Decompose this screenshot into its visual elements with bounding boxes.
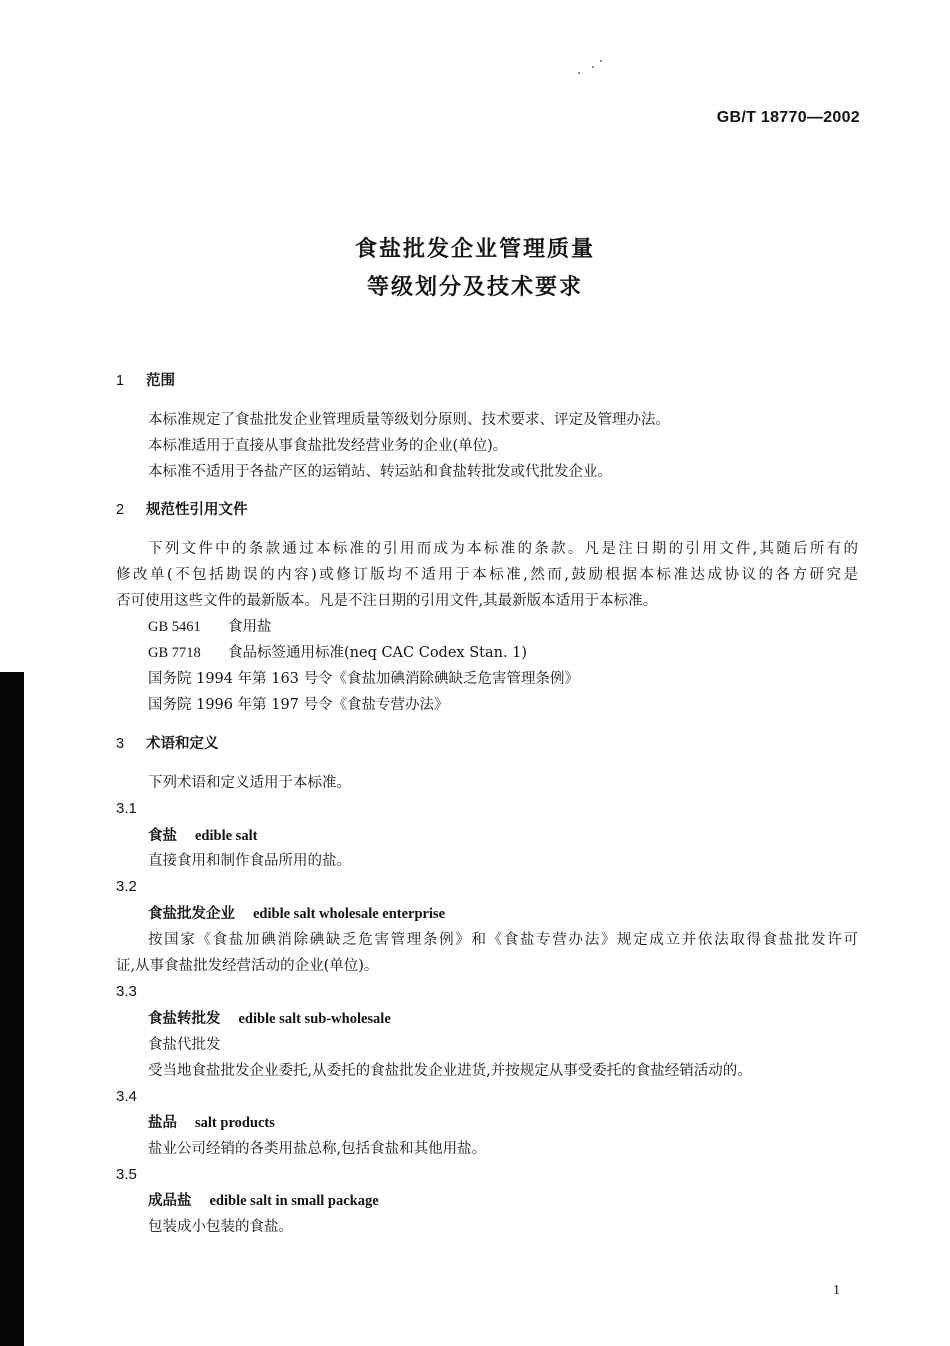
term-definition: 盐业公司经销的各类用盐总称,包括食盐和其他用盐。 <box>148 1141 487 1157</box>
scan-edge-shadow <box>0 672 24 1346</box>
clause-number: 3.1 <box>116 800 137 817</box>
term-definition: 直接食用和制作食品所用的盐。 <box>148 853 351 869</box>
reference-title: 食品标签通用标准(neq CAC Codex Stan. 1) <box>228 645 528 661</box>
clause-number: 3.2 <box>116 878 137 895</box>
reference-item: 国务院 1994 年第 163 号令《食盐加碘消除碘缺乏危害管理条例》 <box>148 671 580 687</box>
term-heading <box>148 1191 379 1211</box>
standard-code: GB/T 18770—2002 <box>716 109 860 126</box>
term-heading <box>148 904 445 924</box>
reference-code: GB 5461 <box>148 619 201 635</box>
section-number: 1 <box>116 373 125 389</box>
term-definition: 包装成小包装的食盐。 <box>148 1219 293 1235</box>
term-zh: 食盐转批发 <box>148 1010 221 1027</box>
section-title: 范围 <box>146 372 175 389</box>
section-1-heading <box>116 371 175 391</box>
page-number: 1 <box>833 1283 840 1298</box>
term-heading <box>148 826 257 846</box>
term-zh: 食盐 <box>148 827 177 844</box>
clause-number: 3.4 <box>116 1088 137 1105</box>
term-definition: 按国家《食盐加碘消除碘缺乏危害管理条例》和《食盐专营办法》规定成立并依法取得食盐批发许可 <box>148 932 858 948</box>
term-en: salt products <box>195 1115 275 1131</box>
scan-speck <box>592 66 594 68</box>
section-number: 3 <box>116 736 125 752</box>
paragraph: 否可使用这些文件的最新版本。凡是不注日期的引用文件,其最新版本适用于本标准。 <box>116 593 658 609</box>
clause-number: 3.5 <box>116 1166 137 1183</box>
paragraph: 本标准适用于直接从事食盐批发经营业务的企业(单位)。 <box>148 438 508 454</box>
term-en: edible salt sub-wholesale <box>238 1011 391 1027</box>
term-definition: 证,从事食盐批发经营活动的企业(单位)。 <box>116 958 379 974</box>
reference-title: 食用盐 <box>228 619 272 635</box>
document-title-line2: 等级划分及技术要求 <box>366 275 583 300</box>
paragraph: 本标准不适用于各盐产区的运销站、转运站和食盐转批发或代批发企业。 <box>148 464 612 480</box>
paragraph: 修改单(不包括勘误的内容)或修订版均不适用于本标准,然而,鼓励根据本标准达成协议的各方研究是 <box>116 567 858 583</box>
term-en: edible salt in small package <box>209 1193 379 1209</box>
term-zh: 盐品 <box>148 1114 177 1131</box>
reference-item <box>148 617 272 637</box>
term-en: edible salt wholesale enterprise <box>253 906 446 922</box>
term-definition: 受当地食盐批发企业委托,从委托的食盐批发企业进货,并按规定从事受委托的食盐经销活动的。 <box>148 1063 752 1079</box>
reference-item: 国务院 1996 年第 197 号令《食盐专营办法》 <box>148 697 449 713</box>
section-3-heading <box>116 734 219 754</box>
term-heading <box>148 1009 391 1029</box>
term-definition: 食盐代批发 <box>148 1037 221 1053</box>
section-number: 2 <box>116 502 125 518</box>
term-zh: 食盐批发企业 <box>148 905 235 922</box>
section-title: 规范性引用文件 <box>146 501 248 518</box>
clause-number: 3.3 <box>116 983 137 1000</box>
section-2-heading <box>116 500 248 520</box>
term-heading <box>148 1113 275 1133</box>
section-title: 术语和定义 <box>146 735 219 752</box>
reference-code: GB 7718 <box>148 645 201 661</box>
scan-speck <box>600 60 602 62</box>
reference-item <box>148 643 527 663</box>
paragraph: 下列文件中的条款通过本标准的引用而成为本标准的条款。凡是注日期的引用文件,其随后所有的 <box>148 541 858 557</box>
paragraph: 下列术语和定义适用于本标准。 <box>148 775 351 791</box>
term-zh: 成品盐 <box>148 1192 192 1209</box>
paragraph: 本标准规定了食盐批发企业管理质量等级划分原则、技术要求、评定及管理办法。 <box>148 412 670 428</box>
document-title-line1: 食盐批发企业管理质量 <box>354 237 595 262</box>
scan-speck <box>578 72 580 74</box>
term-en: edible salt <box>195 828 258 844</box>
